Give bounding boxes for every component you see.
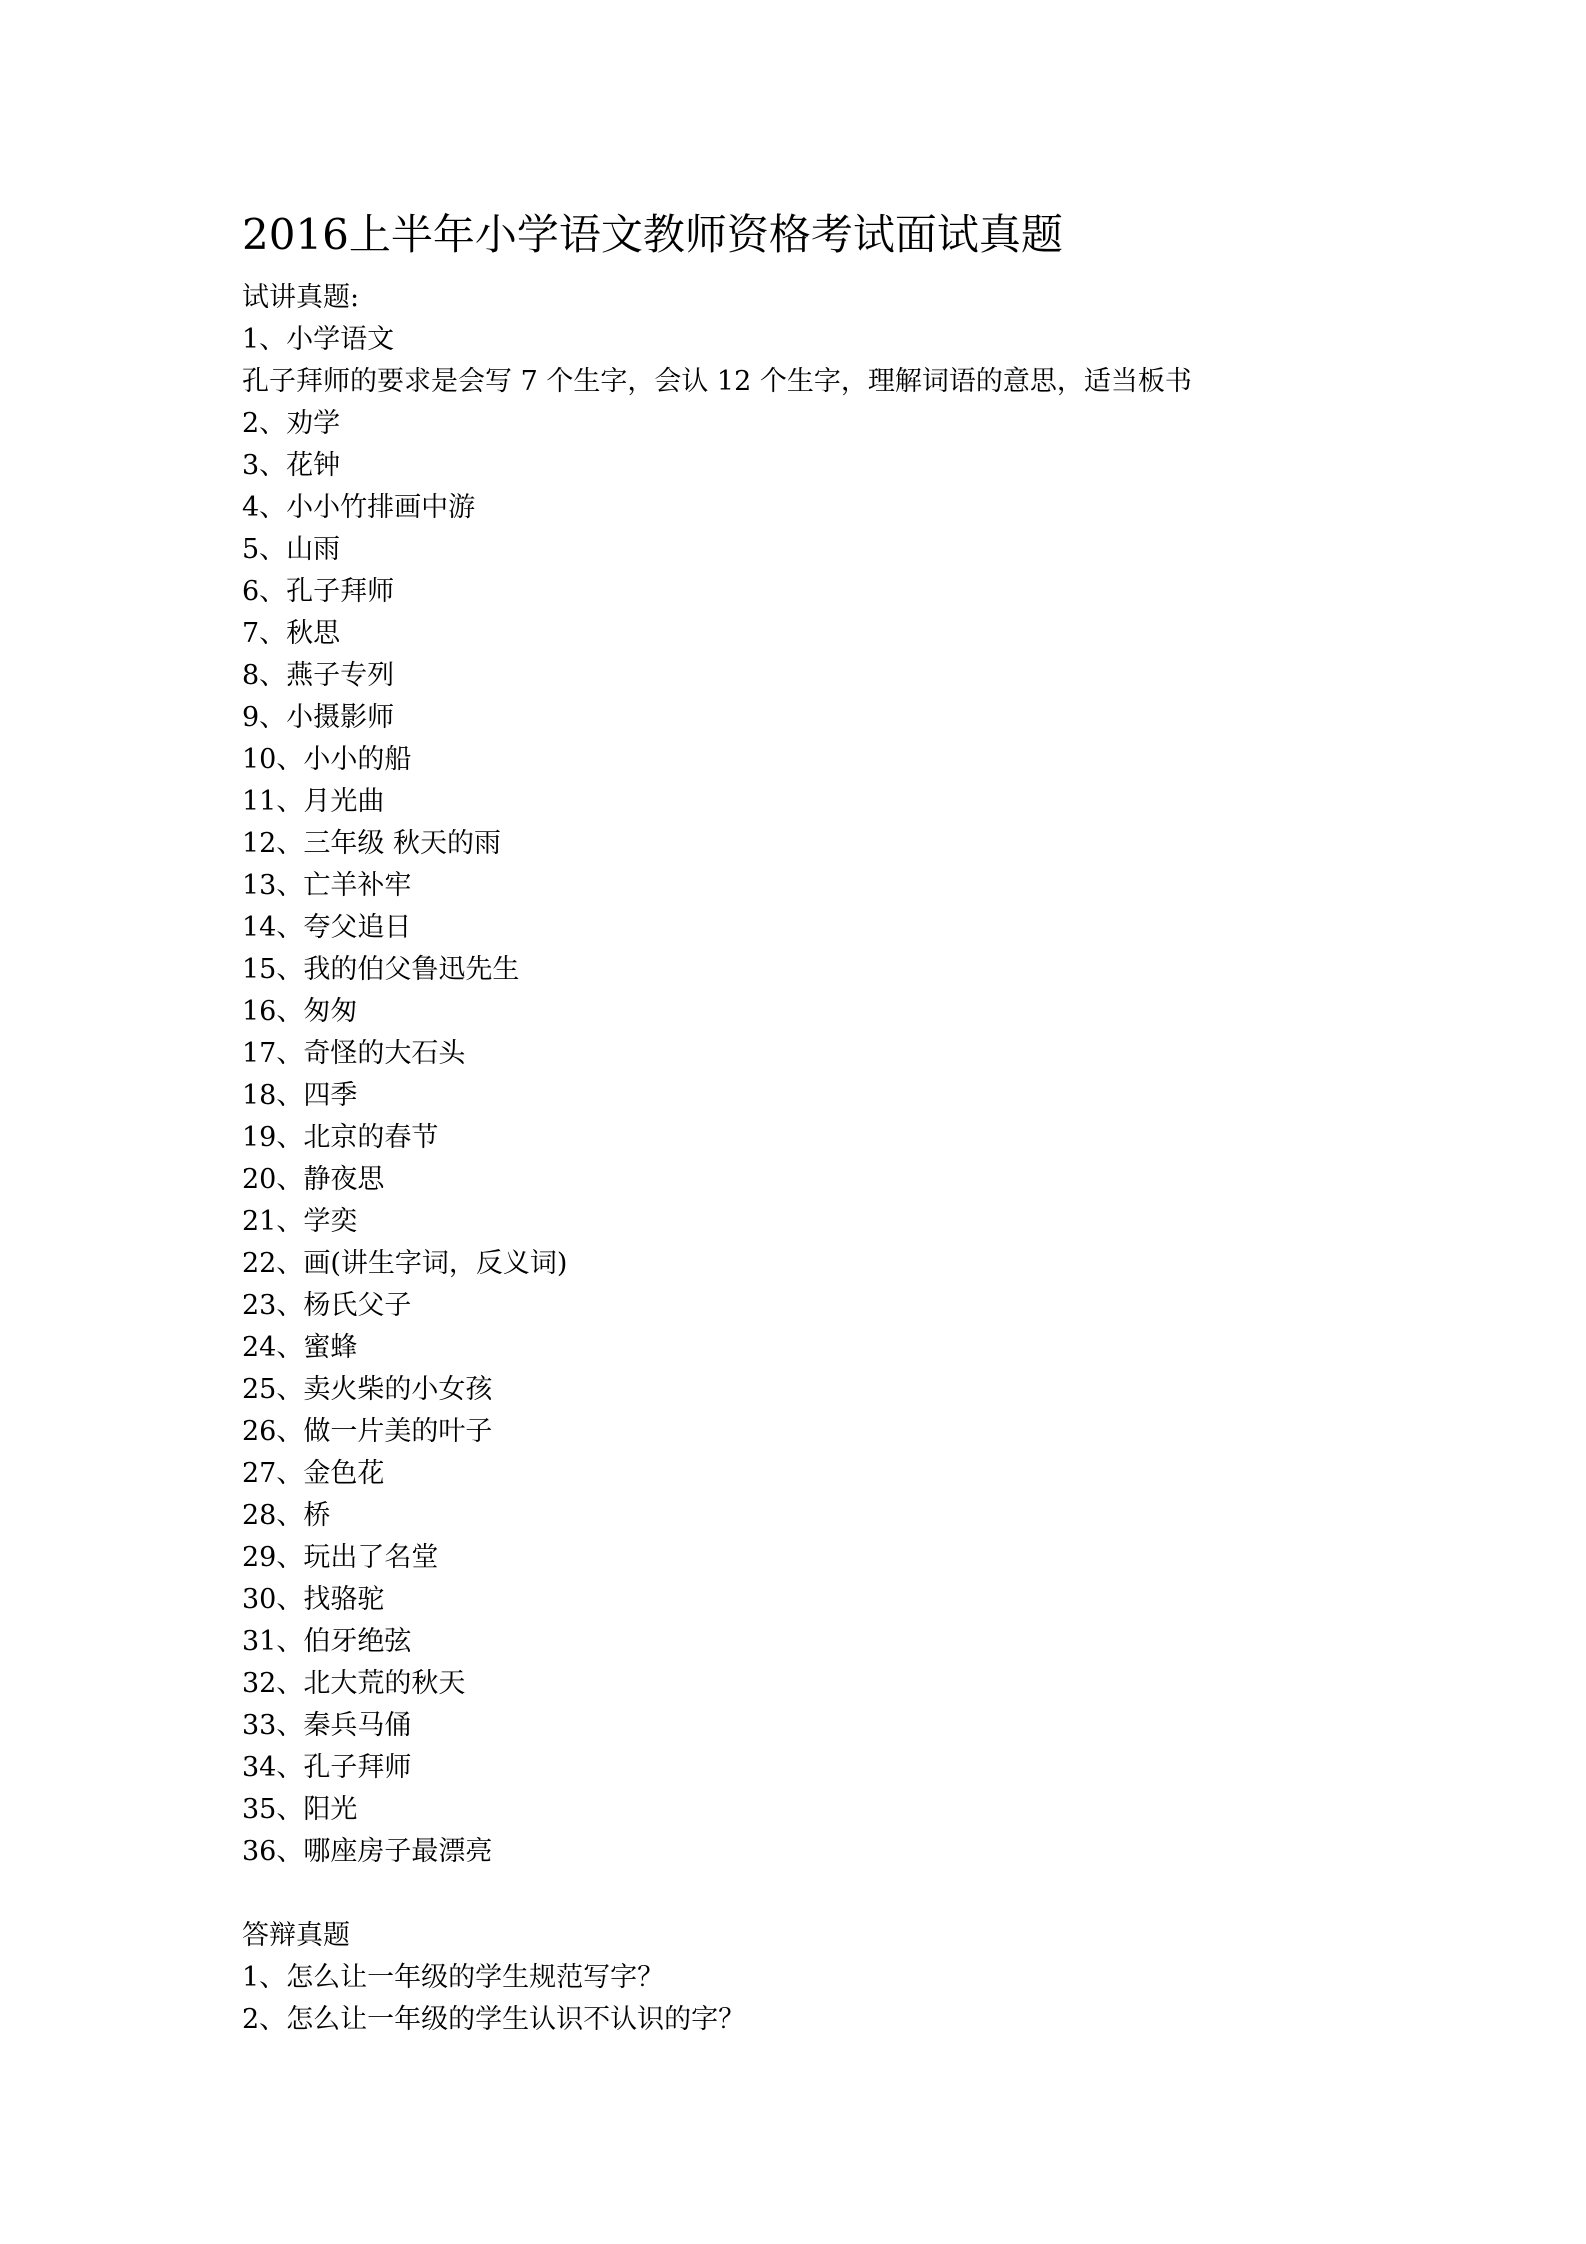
lecture-topic-item: 22、画(讲生字词，反义词) [242, 1248, 568, 1279]
lecture-topic-item: 32、北大荒的秋天 [242, 1668, 466, 1699]
lecture-topic-item: 2、劝学 [242, 408, 341, 439]
lecture-topic-item: 19、北京的春节 [242, 1122, 439, 1153]
lecture-topic-item: 33、秦兵马俑 [242, 1710, 412, 1741]
lecture-topic-item: 30、找骆驼 [242, 1584, 385, 1615]
lecture-topic-item: 31、伯牙绝弦 [242, 1626, 412, 1657]
lecture-topic-item: 8、燕子专列 [242, 660, 395, 691]
lecture-topic-item: 18、四季 [242, 1080, 358, 1111]
lecture-topic-list [242, 403, 1342, 1873]
lecture-topic-item: 23、杨氏父子 [242, 1290, 412, 1321]
lecture-topic-item: 10、小小的船 [242, 744, 412, 775]
lecture-topic-item: 26、做一片美的叶子 [242, 1416, 493, 1447]
lecture-topic-item: 36、哪座房子最漂亮 [242, 1836, 493, 1867]
lecture-topic-item: 14、夸父追日 [242, 912, 412, 943]
lecture-topic-item: 7、秋思 [242, 618, 341, 649]
lecture-topic-item: 25、卖火柴的小女孩 [242, 1374, 493, 1405]
lecture-topic-item: 21、学奕 [242, 1206, 358, 1237]
section-spacer [242, 1873, 1342, 1915]
lecture-topic-item: 6、孔子拜师 [242, 576, 395, 607]
lecture-topic-item: 15、我的伯父鲁迅先生 [242, 954, 520, 985]
lecture-topic-item: 17、奇怪的大石头 [242, 1038, 466, 1069]
lecture-topic-item: 24、蜜蜂 [242, 1332, 358, 1363]
lecture-topic-item: 28、桥 [242, 1500, 331, 1531]
page-title: 2016上半年小学语文教师资格考试面试真题 [242, 210, 1063, 259]
lecture-topic-item: 13、亡羊补牢 [242, 870, 412, 901]
defense-question-item: 1、怎么让一年级的学生规范写字？ [242, 1962, 665, 1993]
lecture-topic-item: 27、金色花 [242, 1458, 385, 1489]
lecture-requirement-text: 孔子拜师的要求是会写 7 个生字，会认 12 个生字，理解词语的意思，适当板书 [242, 366, 1192, 397]
document-body [242, 205, 1342, 2041]
defense-question-item: 2、怎么让一年级的学生认识不认识的字？ [242, 2004, 746, 2035]
defense-section-heading: 答辩真题 [242, 1920, 350, 1951]
lecture-topic-item: 4、小小竹排画中游 [242, 492, 476, 523]
lecture-item-first: 1、小学语文 [242, 324, 395, 355]
lecture-topic-item: 11、月光曲 [242, 786, 385, 817]
lecture-topic-item: 34、孔子拜师 [242, 1752, 412, 1783]
lecture-topic-item: 35、阳光 [242, 1794, 358, 1825]
lecture-topic-item: 5、山雨 [242, 534, 341, 565]
lecture-section-heading: 试讲真题: [242, 282, 360, 313]
defense-question-list [242, 1957, 1342, 2041]
lecture-topic-item: 20、静夜思 [242, 1164, 385, 1195]
lecture-topic-item: 29、玩出了名堂 [242, 1542, 439, 1573]
lecture-topic-item: 16、匆匆 [242, 996, 358, 1027]
lecture-topic-item: 12、三年级 秋天的雨 [242, 828, 501, 859]
lecture-topic-item: 9、小摄影师 [242, 702, 395, 733]
lecture-topic-item: 3、花钟 [242, 450, 341, 481]
